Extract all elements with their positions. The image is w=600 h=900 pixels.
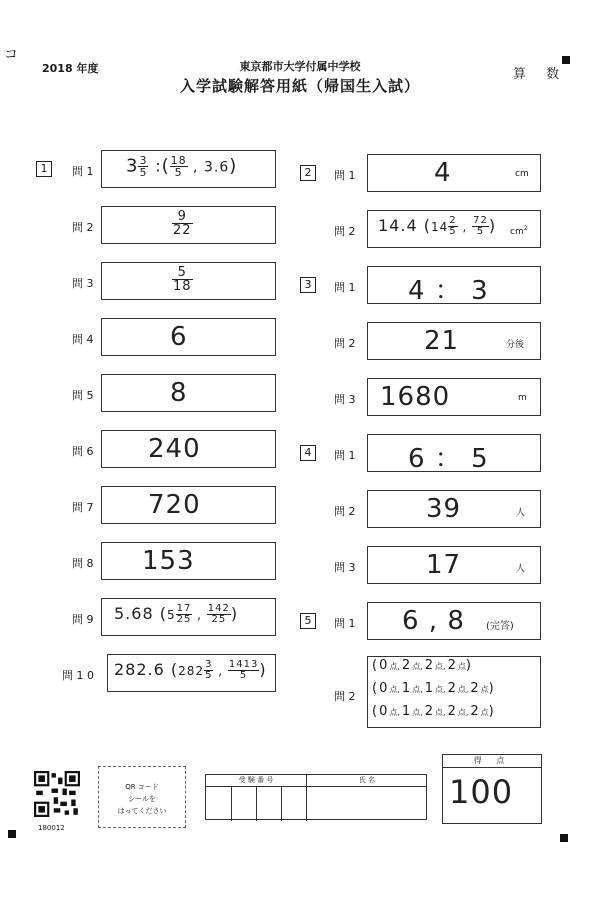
answer-denominator: 25 [176, 614, 192, 625]
exam-number-cell[interactable] [231, 787, 257, 821]
question-label: 問 1 [334, 169, 356, 182]
answer-box-s2q2: 14.4 (14 $\frac{2}{5}$ , $\frac{72}{5}$ ) $cm^2$ [367, 210, 541, 248]
question-label: 問 2 [72, 221, 94, 234]
answer-denominator: 5 [139, 166, 148, 179]
question-label: 問 2 [334, 337, 356, 350]
answer-denominator: 5 [174, 166, 183, 179]
answer-denominator: 25 [211, 614, 227, 625]
point-unit: 点, [435, 662, 446, 671]
answer-text: 6 ： 5 [408, 444, 489, 474]
answer-text: 8 [170, 378, 188, 408]
score-label: 得 点 [443, 755, 541, 768]
question-label: 問 3 [334, 393, 356, 406]
answer-row: ( 0 点, 1 点, 1 点, 2 点, 2 点) [372, 681, 494, 696]
answer-denominator: 5 [476, 226, 485, 237]
unit-m: m [518, 393, 527, 403]
answer-text: 153 [142, 546, 195, 576]
score-value: 2 [447, 704, 456, 719]
question-label: 問 1 [334, 449, 356, 462]
answer-numerator: 9 [172, 210, 193, 224]
question-label: 問 1 [334, 617, 356, 630]
score-value: 0 [379, 681, 388, 696]
answer-text: 39 [426, 494, 462, 524]
subject-name: 算 数 [513, 67, 568, 82]
answer-text: 17 [426, 550, 462, 580]
answer-denominator: 5 [449, 226, 457, 237]
section-number-2: 2 [300, 165, 316, 181]
score-value: 0 [379, 658, 388, 673]
answer-text: 6 [170, 322, 188, 352]
qr-code-icon [34, 771, 80, 817]
answer-decimal: 5.68 [114, 604, 154, 623]
score-value: 2 [447, 658, 456, 673]
answer-box-s1q5 [101, 374, 276, 412]
unit-cm: cm [515, 169, 529, 179]
answer-box-s4q3 [367, 546, 541, 584]
answer-denominator: 18 [173, 279, 192, 294]
answer-box-s1q8 [101, 542, 276, 580]
question-label: 問 2 [334, 505, 356, 518]
score-value: 100 [449, 773, 514, 811]
point-unit: 点 [457, 662, 466, 671]
point-unit: 点, [412, 662, 423, 671]
complete-answer-note: (完答) [486, 621, 514, 632]
answer-decimal: 14.4 [378, 216, 418, 235]
answer-numerator: 72 [473, 215, 488, 226]
score-value: 2 [424, 704, 434, 719]
answer-decimal: 3.6 [203, 159, 230, 176]
answer-text: 4 ： 3 [408, 276, 489, 306]
question-label: 問 3 [334, 561, 356, 574]
score-value: 2 [447, 681, 456, 696]
registration-mark-bottom-left [8, 830, 16, 838]
question-label: 問 7 [72, 501, 94, 514]
answer-text: 240 [148, 434, 201, 464]
section-number-5: 5 [300, 613, 316, 629]
answer-text: 4 [434, 158, 452, 188]
answer-box-s1q9: 5.68 (5 $\frac{17}{25}$ , $\frac{142}{25}$ ) [101, 598, 276, 636]
answer-box-s4q1 [367, 434, 541, 472]
point-unit: 点, [435, 685, 446, 694]
point-unit: 点 [480, 685, 489, 694]
answer-text: 6 , 8 [402, 606, 465, 636]
exam-number-label: 受 験 番 号 [206, 775, 307, 787]
answer-text: 1680 [380, 382, 451, 412]
qr-id: 180012 [38, 824, 65, 832]
score-value: 1 [401, 681, 411, 696]
name-label: 氏 名 [307, 775, 427, 787]
question-label: 問 5 [72, 389, 94, 402]
score-value: 0 [379, 704, 388, 719]
exam-number-cell[interactable] [281, 787, 307, 821]
answer-text: 3 $\frac{3}{5}$ :( $\frac{18}{5}$ , 3.6) [126, 154, 238, 179]
point-unit: 点, [435, 708, 446, 717]
answer-whole: 5 [166, 608, 176, 622]
score-value: 2 [401, 658, 411, 673]
answer-numerator: 18 [170, 154, 187, 167]
answer-numerator: 1413 [228, 659, 259, 670]
unit-person: 人 [516, 564, 526, 574]
answer-whole: 14 [430, 220, 449, 234]
answer-denominator: 5 [205, 670, 213, 681]
answer-numerator: 5 [172, 266, 193, 280]
exam-number-cell[interactable] [256, 787, 282, 821]
exam-number-cell[interactable] [206, 787, 232, 821]
answer-box-s1q4 [101, 318, 276, 356]
question-label: 問 2 [334, 225, 356, 238]
answer-decimal: 282.6 [114, 660, 165, 679]
answer-row: ( 0 点, 2 点, 2 点, 2 点) [372, 658, 471, 673]
point-unit: 点, [457, 685, 469, 694]
point-unit: 点, [412, 685, 423, 694]
question-label: 問 2 [334, 690, 356, 703]
answer-numerator: 3 [205, 659, 213, 670]
question-label: 問 1 0 [62, 669, 94, 682]
registration-mark-bottom-right [560, 834, 568, 842]
score-value: 2 [470, 704, 479, 719]
exam-year: 2018 年度 [42, 62, 99, 75]
answer-box-s4q2 [367, 490, 541, 528]
answer-box-s1q1 [101, 150, 276, 188]
question-label: 問 4 [72, 333, 94, 346]
qr-sticker-area: QR コード シールを はってください [98, 766, 186, 828]
question-label: 問 3 [72, 277, 94, 290]
point-unit: 点, [412, 708, 423, 717]
question-label: 問 1 [72, 165, 94, 178]
answer-denominator: 22 [173, 223, 192, 238]
answer-box-s1q3 [101, 262, 276, 300]
answer-numerator: 17 [176, 603, 192, 614]
point-unit: 点 [480, 708, 489, 717]
score-value: 2 [470, 681, 479, 696]
answer-denominator: 5 [239, 670, 248, 681]
answer-box-s2q1 [367, 154, 541, 192]
answer-numerator: 142 [207, 603, 230, 614]
point-unit: 点, [389, 662, 400, 671]
score-value: 2 [424, 658, 434, 673]
answer-numerator: 2 [449, 215, 457, 226]
unit-cm2: $cm^2$ [510, 225, 528, 237]
answer-box-s3q2 [367, 322, 541, 360]
page-title: 入学試験解答用紙（帰国生入試） [179, 77, 420, 95]
answer-text: 720 [148, 490, 201, 520]
name-cell[interactable] [307, 787, 427, 821]
answer-box-s3q1 [367, 266, 541, 304]
answer-box-s5q1 [367, 602, 541, 640]
question-label: 問 8 [72, 557, 94, 570]
section-number-4: 4 [300, 445, 316, 461]
question-label: 問 1 [334, 281, 356, 294]
point-unit: 点, [457, 708, 469, 717]
question-label: 問 6 [72, 445, 94, 458]
score-value: 1 [401, 704, 411, 719]
answer-whole: 3 [126, 155, 139, 177]
answer-box-s1q7 [101, 486, 276, 524]
section-number-3: 3 [300, 277, 316, 293]
answer-box-s1q6 [101, 430, 276, 468]
unit-person: 人 [516, 508, 526, 518]
answer-whole: 282 [178, 664, 205, 678]
point-unit: 点, [389, 708, 400, 717]
unit-minutes-after: 分後 [506, 340, 525, 350]
section-number-1: 1 [36, 161, 52, 177]
answer-text: 21 [424, 326, 460, 356]
answer-row: ( 0 点, 1 点, 2 点, 2 点, 2 点) [372, 704, 494, 719]
exam-number-name-table [205, 774, 427, 820]
answer-box-s1q2 [101, 206, 276, 244]
point-unit: 点, [389, 685, 400, 694]
answer-box-s3q3 [367, 378, 541, 416]
score-value: 1 [424, 681, 434, 696]
score-box [442, 754, 542, 824]
corner-bracket: コ [4, 47, 18, 63]
school-name: 東京都市大学付属中学校 [239, 60, 361, 73]
question-label: 問 9 [72, 613, 94, 626]
answer-numerator: 3 [139, 154, 148, 167]
answer-box-s1q10: 282.6 (282 $\frac{3}{5}$ , $\frac{1413}{5}$ ) [107, 654, 276, 692]
